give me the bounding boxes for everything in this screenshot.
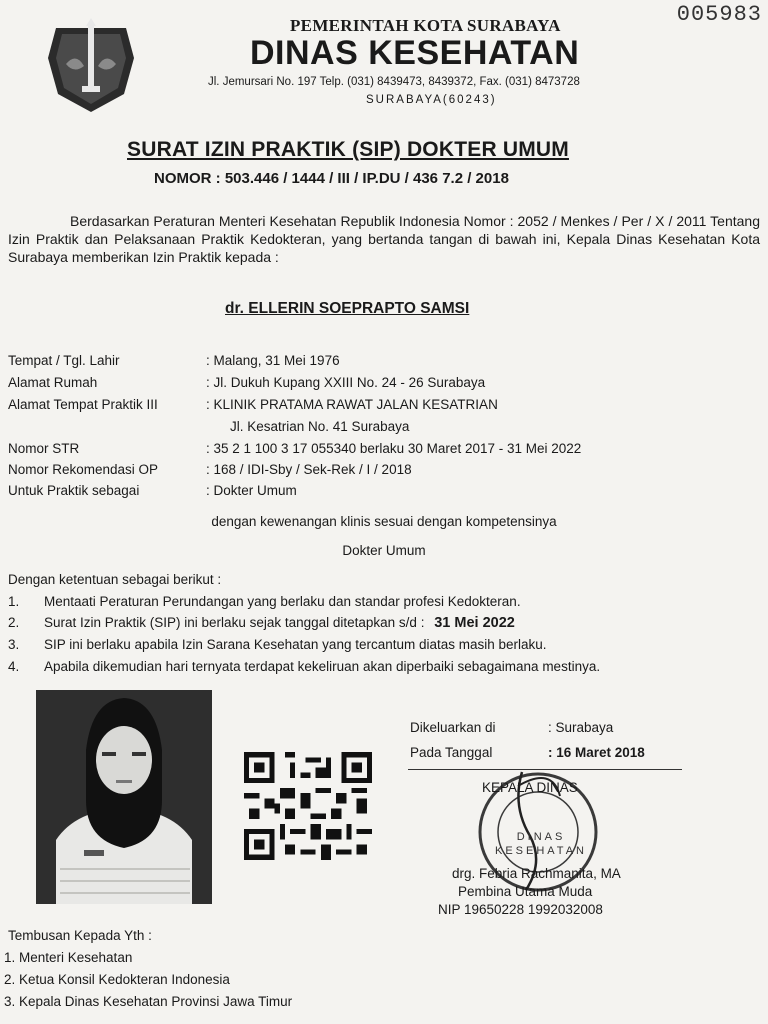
field-value-home-address: : Jl. Dukuh Kupang XXIII No. 24 - 26 Surabaya xyxy=(206,375,486,390)
official-position: KEPALA DINAS xyxy=(482,780,578,795)
cc-item: 3. Kepala Dinas Kesehatan Provinsi Jawa Timur xyxy=(4,994,293,1009)
doctor-photo xyxy=(36,690,212,904)
issue-date-label: Pada Tanggal xyxy=(410,745,493,760)
term-text-main: Surat Izin Praktik (SIP) ini berlaku sejak tanggal ditetapkan s/d : xyxy=(44,615,425,630)
field-value-birth: : Malang, 31 Mei 1976 xyxy=(206,353,340,368)
field-label-str: Nomor STR xyxy=(8,441,80,456)
field-value-practice-address: : KLINIK PRATAMA RAWAT JALAN KESATRIAN xyxy=(206,397,498,412)
official-nip: NIP 19650228 1992032008 xyxy=(438,902,603,917)
field-value-practice-address-line2: Jl. Kesatrian No. 41 Surabaya xyxy=(230,419,410,434)
issue-date-value: : 16 Maret 2018 xyxy=(548,745,645,760)
terms-title: Dengan ketentuan sebagai berikut : xyxy=(8,572,222,587)
stamp-text: DINAS KESEHATAN xyxy=(495,831,587,857)
official-rank: Pembina Utama Muda xyxy=(458,884,593,899)
field-value-recommendation: : 168 / IDI-Sby / Sek-Rek / I / 2018 xyxy=(206,462,412,477)
cc-item: 1. Menteri Kesehatan xyxy=(4,950,133,965)
field-label-practice-address: Alamat Tempat Praktik III xyxy=(8,397,158,412)
term-text: SIP ini berlaku apabila Izin Sarana Kesehatan yang tercantum diatas masih berlaku. xyxy=(44,637,547,652)
document-title: SURAT IZIN PRAKTIK (SIP) DOKTER UMUM xyxy=(127,138,569,161)
issued-at-value: : Surabaya xyxy=(548,720,614,735)
department-address: Jl. Jemursari No. 197 Telp. (031) 8439473, 8439372, Fax. (031) 8473728 xyxy=(208,76,580,88)
intro-paragraph: Berdasarkan Peraturan Menteri Kesehatan Republik Indonesia Nomor : 2052 / Menkes / Per / X / 2011 Tentang Izin Praktik dan Pelaksanaan Praktik Kedokteran, yang bertanda tangan di bawah ini, Kepala Dinas Kesehatan Kota Surabaya memberikan Izin Praktik kepada : xyxy=(8,213,760,265)
term-text: Mentaati Peraturan Perundangan yang berlaku dan standar profesi Kedokteran. xyxy=(44,594,521,609)
field-label-recommendation: Nomor Rekomendasi OP xyxy=(8,462,159,477)
cc-title: Tembusan Kepada Yth : xyxy=(8,928,152,943)
validity-date: 31 Mei 2022 xyxy=(434,615,515,631)
competence-line: dengan kewenangan klinis sesuai dengan kompetensinya xyxy=(211,514,557,529)
serial-number: 005983 xyxy=(676,2,762,27)
term-number: 3. xyxy=(8,637,20,652)
term-text xyxy=(44,615,515,631)
department-city: SURABAYA(60243) xyxy=(366,94,497,106)
department-name: DINAS KESEHATAN xyxy=(250,34,580,72)
field-label-home-address: Alamat Rumah xyxy=(8,375,98,390)
issued-at-label: Dikeluarkan di xyxy=(410,720,496,735)
field-value-practice-as: : Dokter Umum xyxy=(206,483,297,498)
field-value-str: : 35 2 1 100 3 17 055340 berlaku 30 Maret 2017 - 31 Mei 2022 xyxy=(206,441,582,456)
cc-item: 2. Ketua Konsil Kedokteran Indonesia xyxy=(4,972,230,987)
official-name: drg. Febria Rachmanita, MA xyxy=(452,866,621,881)
field-label-birth: Tempat / Tgl. Lahir xyxy=(8,353,120,368)
qr-code-icon xyxy=(244,752,372,860)
government-name: PEMERINTAH KOTA SURABAYA xyxy=(290,16,561,35)
term-number: 1. xyxy=(8,594,20,609)
term-number: 4. xyxy=(8,659,20,674)
competence-role: Dokter Umum xyxy=(342,543,426,558)
term-text: Apabila dikemudian hari ternyata terdapat kekeliruan akan diperbaiki sebagaimana mestinya. xyxy=(44,659,601,674)
doctor-name: dr. ELLERIN SOEPRAPTO SAMSI xyxy=(225,300,470,317)
field-label-practice-as: Untuk Praktik sebagai xyxy=(8,483,140,498)
term-number: 2. xyxy=(8,615,20,630)
document-number: NOMOR : 503.446 / 1444 / III / IP.DU / 436 7.2 / 2018 xyxy=(154,170,509,187)
surabaya-crest-icon xyxy=(48,14,134,114)
